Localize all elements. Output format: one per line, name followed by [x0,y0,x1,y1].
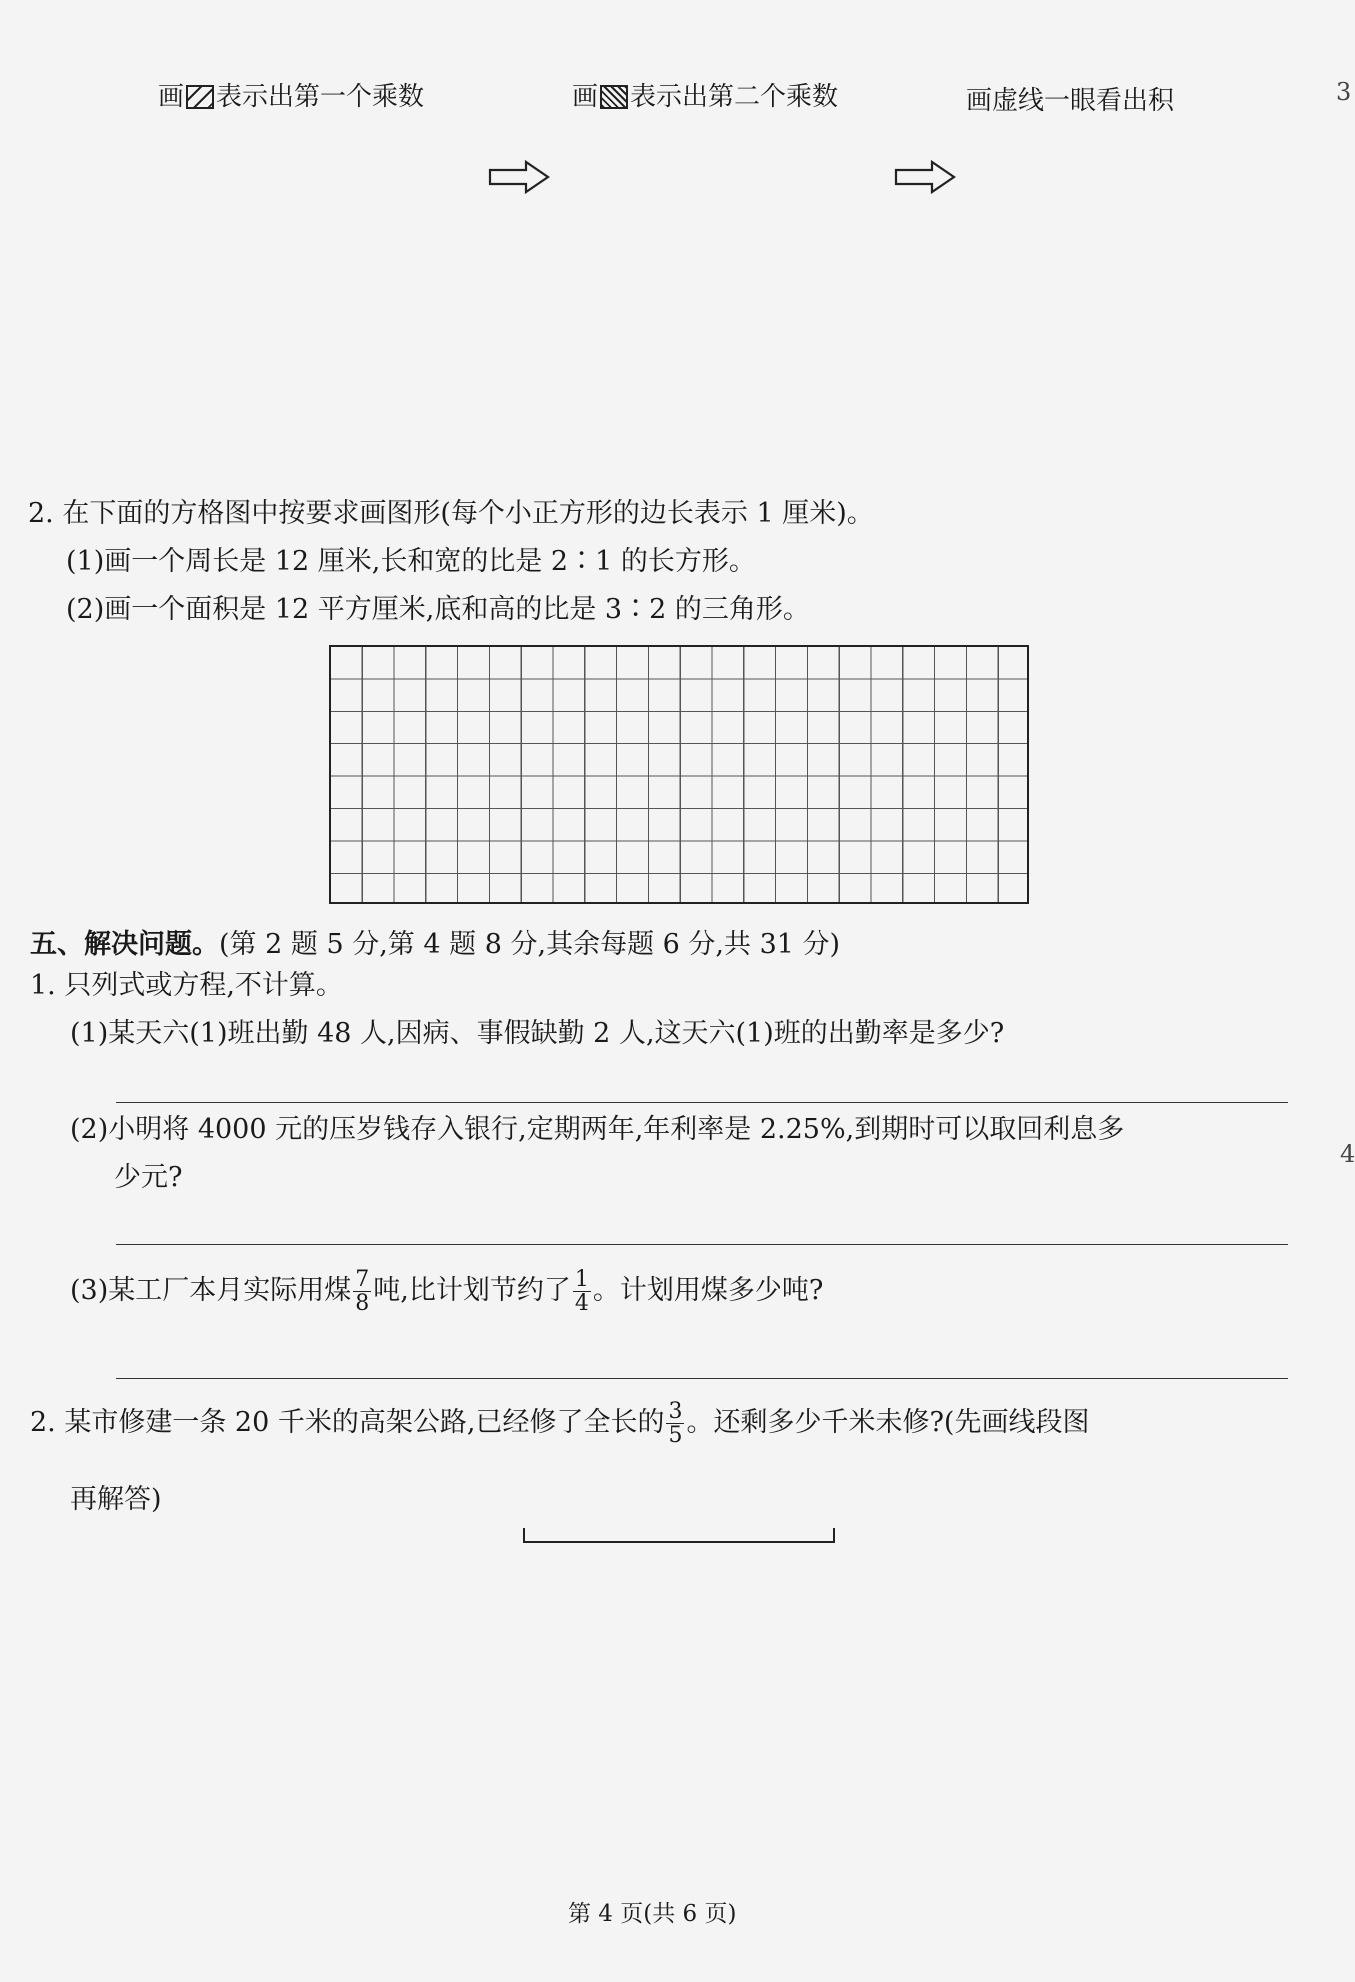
fraction: $\frac{7}{8}$ [355,1267,370,1317]
first-factor-instruction: 画 表示出第一个乘数 [158,82,425,112]
answer-line[interactable] [116,1102,1288,1103]
section5-heading: 五、解决问题。(第 2 题 5 分,第 4 题 8 分,其余每题 6 分,共 31 分) [30,929,841,960]
line-segment-bracket [523,1528,835,1543]
q2-draw-title: 2. 在下面的方格图中按要求画图形(每个小正方形的边长表示 1 厘米)。 [28,498,874,529]
q2-draw-item1: (1)画一个周长是 12 厘米,长和宽的比是 2∶1 的长方形。 [66,546,756,577]
fraction: $\frac{3}{5}$ [668,1399,683,1449]
answer-line[interactable] [116,1378,1288,1379]
q1-3-text: (3)某工厂本月实际用煤 $\frac{7}{8}$ 吨,比计划节约了 $\frac{1}{4}$ 。计划用煤多少吨? [70,1267,824,1317]
single-hatch-swatch [186,85,214,109]
product-instruction: 画虚线一眼看出积 [966,86,1175,116]
edge-mark-mid: 4 [1340,1140,1355,1168]
q2-solve-text: 2. 某市修建一条 20 千米的高架公路,已经修了全长的 $\frac{3}{5}$ 。还剩多少千米未修?(先画线段图 [30,1399,1090,1449]
page-number: 第 4 页(共 6 页) [568,1901,737,1927]
q2-draw-item2: (2)画一个面积是 12 平方厘米,底和高的比是 3∶2 的三角形。 [66,594,810,625]
edge-mark-top: 3 [1336,78,1352,106]
arrow-right-icon [894,160,958,194]
second-factor-instruction: 画 表示出第二个乘数 [572,82,839,112]
dense-hatch-swatch [600,85,628,109]
q2-solve-text-cont: 再解答) [70,1484,162,1515]
arrow-right-icon [488,160,552,194]
q1-1-text: (1)某天六(1)班出勤 48 人,因病、事假缺勤 2 人,这天六(1)班的出勤率是多少? [70,1018,1005,1049]
q1-title: 1. 只列式或方程,不计算。 [30,970,343,1001]
drawing-grid[interactable] [329,645,1029,904]
fraction: $\frac{1}{4}$ [574,1267,589,1317]
q1-2-text: (2)小明将 4000 元的压岁钱存入银行,定期两年,年利率是 2.25%,到期时可以取回利息多 [70,1114,1125,1145]
q1-2-text-cont: 少元? [114,1162,183,1193]
answer-line[interactable] [116,1244,1288,1245]
